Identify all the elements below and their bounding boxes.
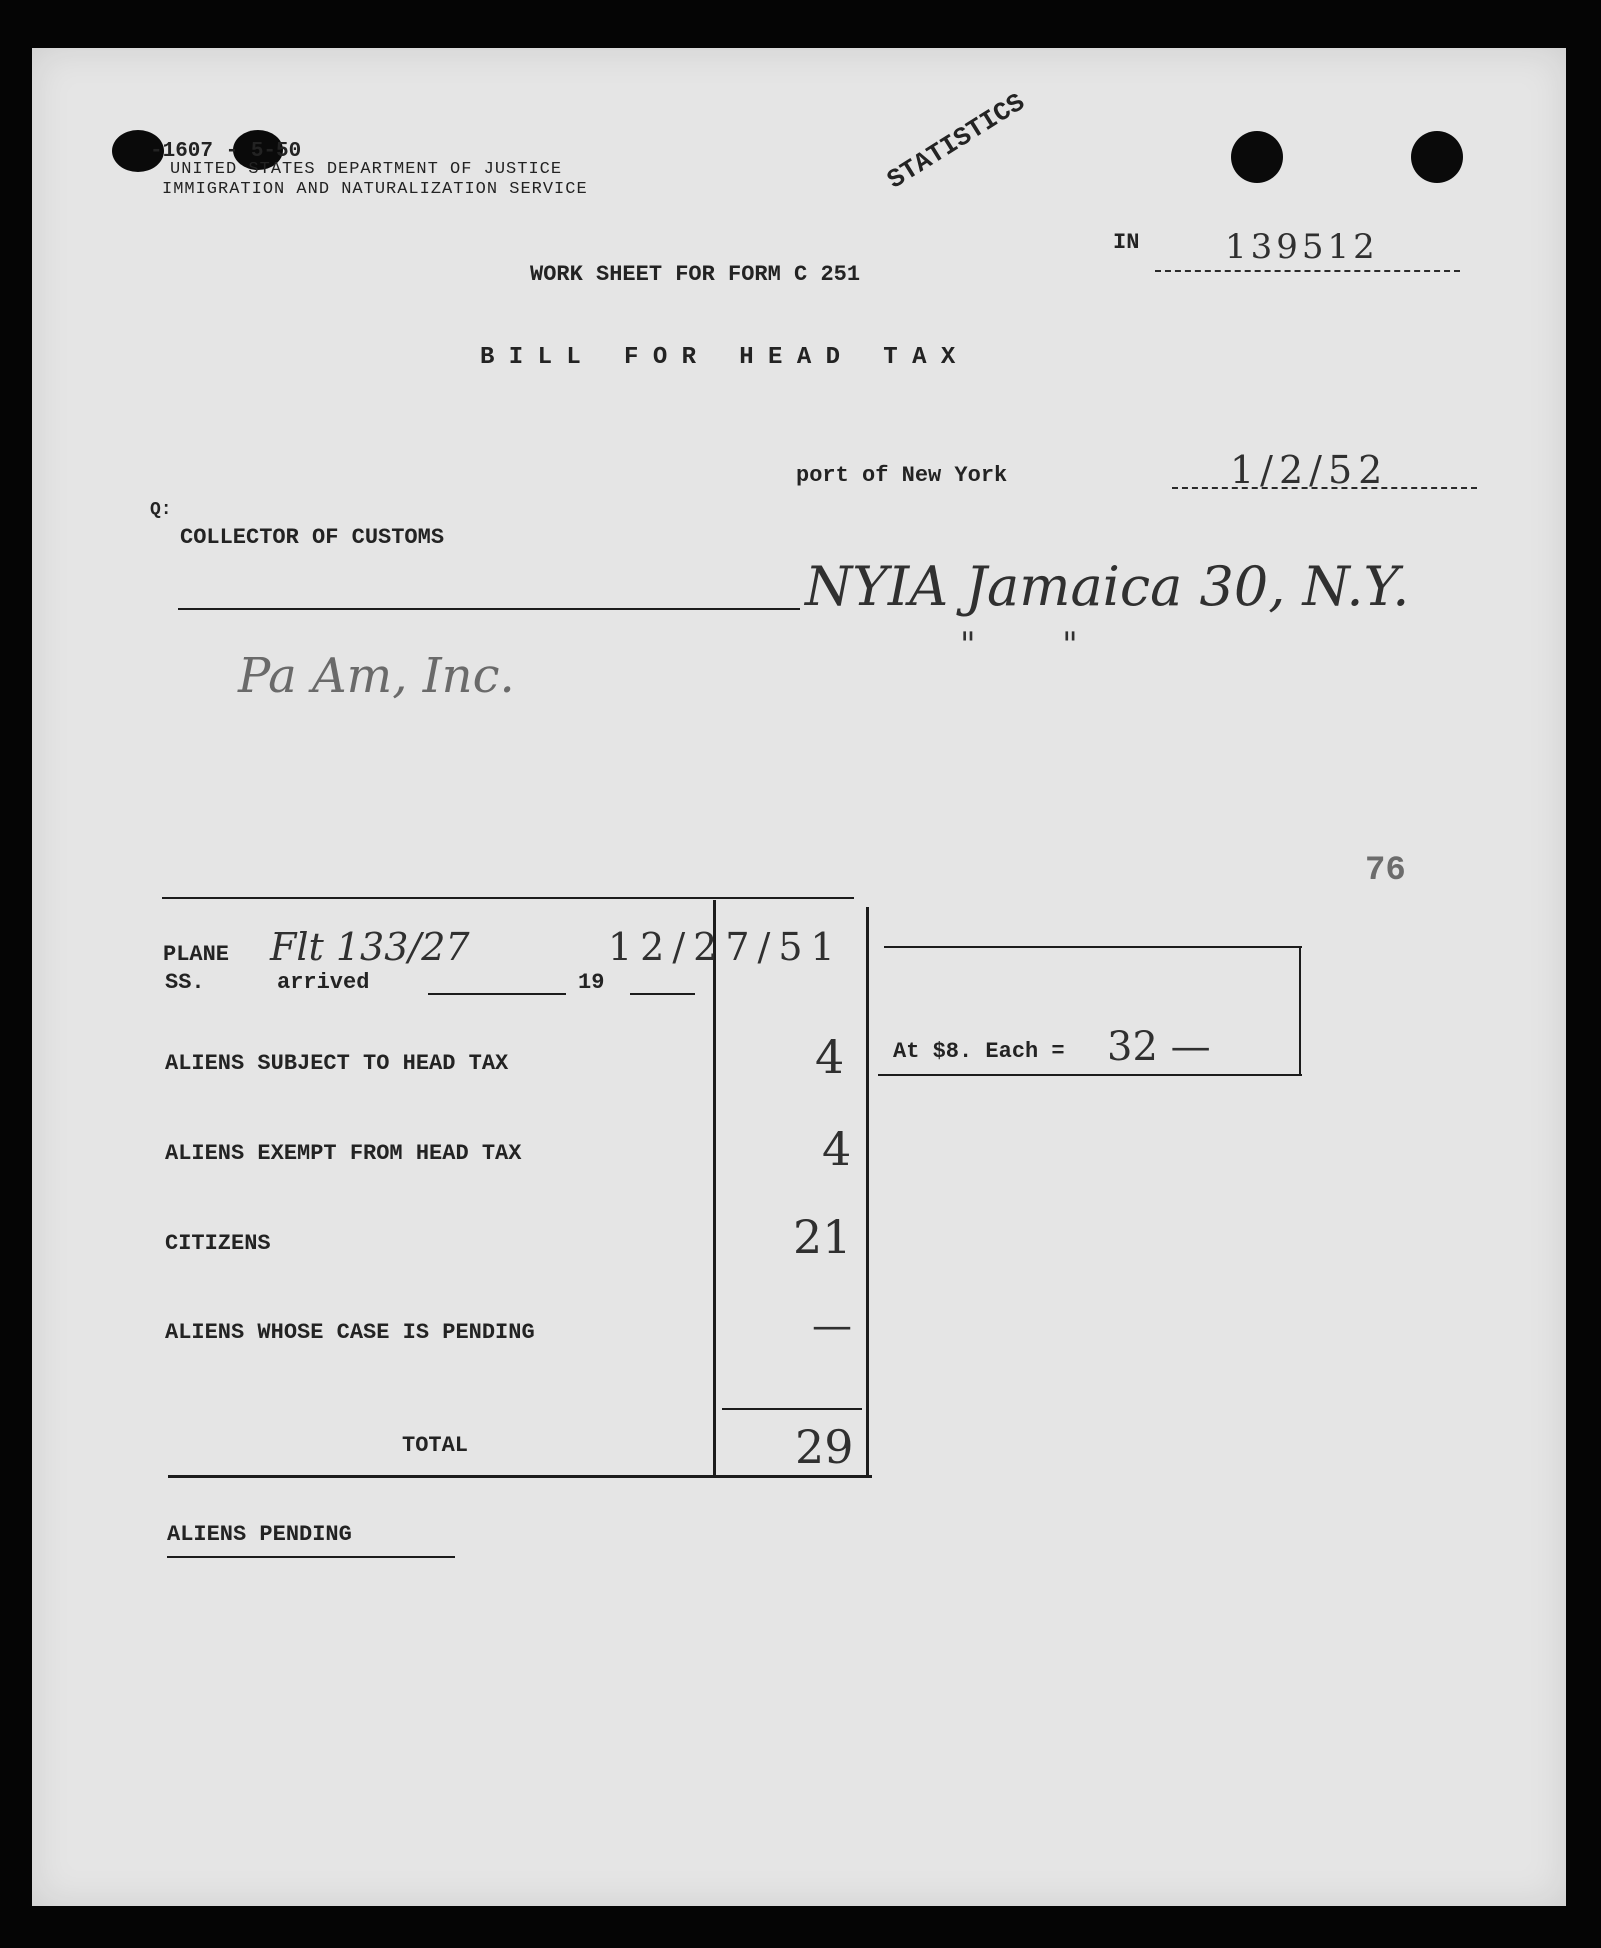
form-code: -1607 - 5-50 [150,140,302,163]
bill-title: B I L L F O R H E A D T A X [480,344,956,371]
arrived-line [428,993,566,995]
tax-box-bottom [878,1074,1302,1076]
date-line [1172,487,1477,489]
row-label-exempt: ALIENS EXEMPT FROM HEAD TAX [165,1141,522,1166]
table-right-border [866,907,869,1475]
collector-label: COLLECTOR OF CUSTOMS [180,525,445,550]
row-label-subject: ALIENS SUBJECT TO HEAD TAX [165,1051,509,1076]
total-label: TOTAL [402,1433,469,1458]
statistics-stamp: STATISTICS [882,87,1031,196]
row-value-subject: 4 [815,1030,845,1084]
aliens-pending-label: ALIENS PENDING [167,1522,352,1547]
flight-handwritten: Flt 133/27 [270,925,470,969]
in-label: IN [1113,230,1140,255]
tax-amount: 32 — [1107,1024,1211,1070]
row-value-pending: — [812,1303,852,1349]
table-top-rule [162,897,854,899]
punch-hole [1231,131,1283,183]
arrival-date-handwritten: 12/27/51 [608,925,843,969]
year-line [630,993,695,995]
total-value: 29 [795,1420,854,1474]
date-handwritten: 1/2/52 [1230,448,1389,492]
year-prefix: 19 [578,970,605,995]
collector-line [178,608,800,610]
to-label: Q: [150,500,172,520]
row-label-citizens: CITIZENS [165,1231,271,1256]
service-name: IMMIGRATION AND NATURALIZATION SERVICE [162,180,588,199]
tax-rate-label: At $8. Each = [893,1039,1065,1064]
tax-box-right [1299,946,1301,1076]
row-value-exempt: 4 [822,1122,852,1176]
department-name: UNITED STATES DEPARTMENT OF JUSTICE [170,160,563,179]
page-number: 76 [1365,852,1406,890]
carrier-handwritten: Pa Am, Inc. [238,648,515,704]
table-divider [713,900,716,1475]
arrived-label: arrived [277,970,370,995]
total-rule [722,1408,862,1410]
row-label-pending: ALIENS WHOSE CASE IS PENDING [165,1320,535,1345]
airport-handwritten: NYIA Jamaica 30, N.Y. [805,555,1410,618]
row-value-citizens: 21 [793,1210,852,1264]
punch-hole [1411,131,1463,183]
worksheet-title: WORK SHEET FOR FORM C 251 [530,262,861,287]
aliens-pending-line [167,1556,455,1558]
document-page [32,48,1566,1906]
port-label: port of New York [796,463,1008,488]
in-number: 139512 [1225,227,1379,267]
in-number-line [1155,270,1460,272]
plane-label: PLANE [163,942,230,967]
ditto-marks: " " [960,625,1078,665]
tax-box-top [884,946,1302,948]
table-bottom-rule [168,1475,872,1478]
ss-label: SS. [165,970,205,995]
